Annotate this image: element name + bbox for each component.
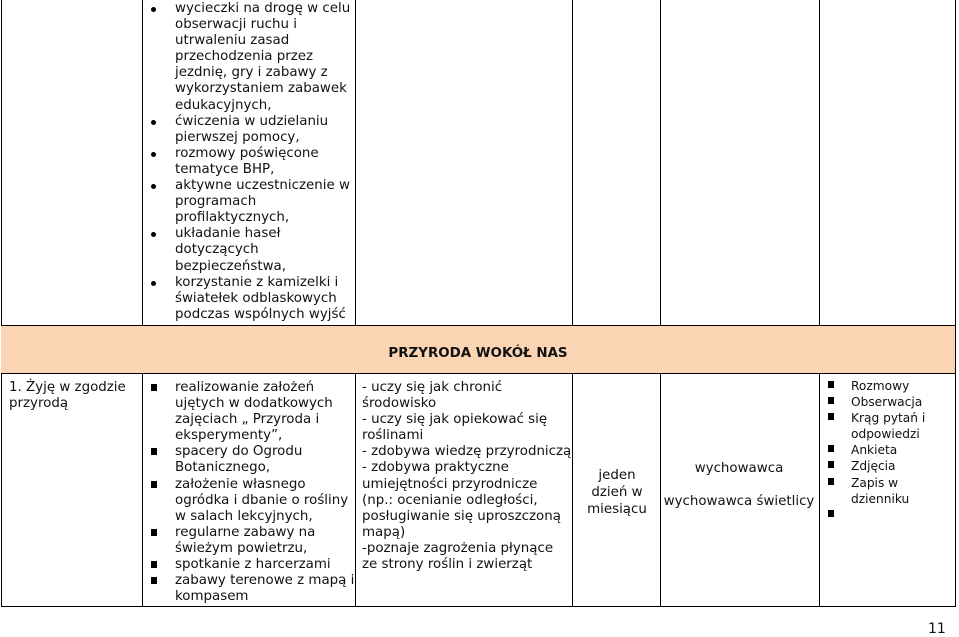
bullet-icon (151, 232, 156, 237)
term-cell: jeden dzień w miesiącu (587, 468, 647, 517)
bullet-icon (828, 461, 834, 468)
list-item: realizowanie założeń ujętych w dodatkowych zajęciach „ Przyroda i eksperymenty”, (175, 380, 355, 444)
list-item: spotkanie z harcerzami (175, 557, 355, 573)
bullet-icon (151, 152, 156, 157)
theme-cell: 1. Żyję w zgodzie przyrodą (9, 380, 126, 411)
bullet-icon (151, 577, 157, 584)
bullet-icon (828, 478, 834, 485)
bullet-icon (151, 184, 156, 189)
methods-list (175, 380, 355, 605)
bullet-icon (151, 384, 157, 391)
effect-item: -poznaje zagrożenia płynące ze strony roślin i zwierząt (362, 540, 554, 573)
list-item: rozmowy poświęcone tematyce BHP, (175, 146, 353, 178)
bullet-icon (828, 413, 834, 420)
effects-cell (362, 380, 572, 573)
list-item: Krąg pytań i odpowiedzi (851, 410, 951, 442)
bullet-icon (151, 281, 156, 286)
list-item: Zdjęcia (851, 458, 951, 474)
bullet-icon (151, 561, 157, 568)
page-number: 11 (928, 621, 946, 637)
responsible-person: wychowawca (694, 461, 784, 476)
list-item: aktywne uczestniczenie w programach profilaktycznych, (175, 178, 353, 226)
bullet-icon (151, 481, 157, 488)
bullet-icon (151, 448, 157, 455)
effect-item: - zdobywa praktyczne umiejętności przyrodnicze (np.: ocenianie odległości, posługiwanie się uproszczoną mapą) (362, 460, 561, 540)
bullet-icon (151, 529, 157, 536)
list-item: Ankieta (851, 442, 951, 458)
list-item: założenie własnego ogródka i dbanie o rośliny w salach lekcyjnych, (175, 477, 355, 525)
list-item (851, 507, 951, 523)
bullet-icon (151, 7, 156, 12)
responsible-person: wychowawca świetlicy (663, 494, 815, 509)
section-header: PRZYRODA WOKÓŁ NAS (388, 346, 568, 361)
activity-list (175, 1, 353, 323)
bullet-icon (828, 445, 834, 452)
bullet-icon (151, 120, 156, 125)
list-item: spacery do Ogrodu Botanicznego, (175, 444, 355, 476)
list-item: Zapis w dzienniku (851, 475, 951, 507)
list-item: regularne zabawy na świeżym powietrzu, (175, 525, 355, 557)
evaluation-forms-list (851, 378, 951, 523)
list-item: zabawy terenowe z mapą i kompasem (175, 573, 355, 605)
list-item: ćwiczenia w udzielaniu pierwszej pomocy, (175, 114, 353, 146)
effect-item: - zdobywa wiedzę przyrodniczą (362, 444, 572, 460)
bullet-icon (828, 397, 834, 404)
bullet-icon (828, 381, 834, 388)
list-item: Rozmowy (851, 378, 951, 394)
bullet-icon (828, 510, 834, 517)
effect-item: - uczy się jak chronić środowisko (362, 380, 503, 412)
effect-item: - uczy się jak opiekować się roślinami (362, 412, 548, 444)
list-item: Obserwacja (851, 394, 951, 410)
list-item: korzystanie z kamizelki i światełek odblaskowych podczas wspólnych wyjść (175, 275, 353, 323)
list-item: wycieczki na drogę w celu obserwacji ruchu i utrwaleniu zasad przechodzenia przez jezdnię, gry i zabawy z wykorzystaniem zabawek edukacyjnych, (175, 1, 353, 114)
list-item: układanie haseł dotyczących bezpieczeństwa, (175, 226, 353, 274)
